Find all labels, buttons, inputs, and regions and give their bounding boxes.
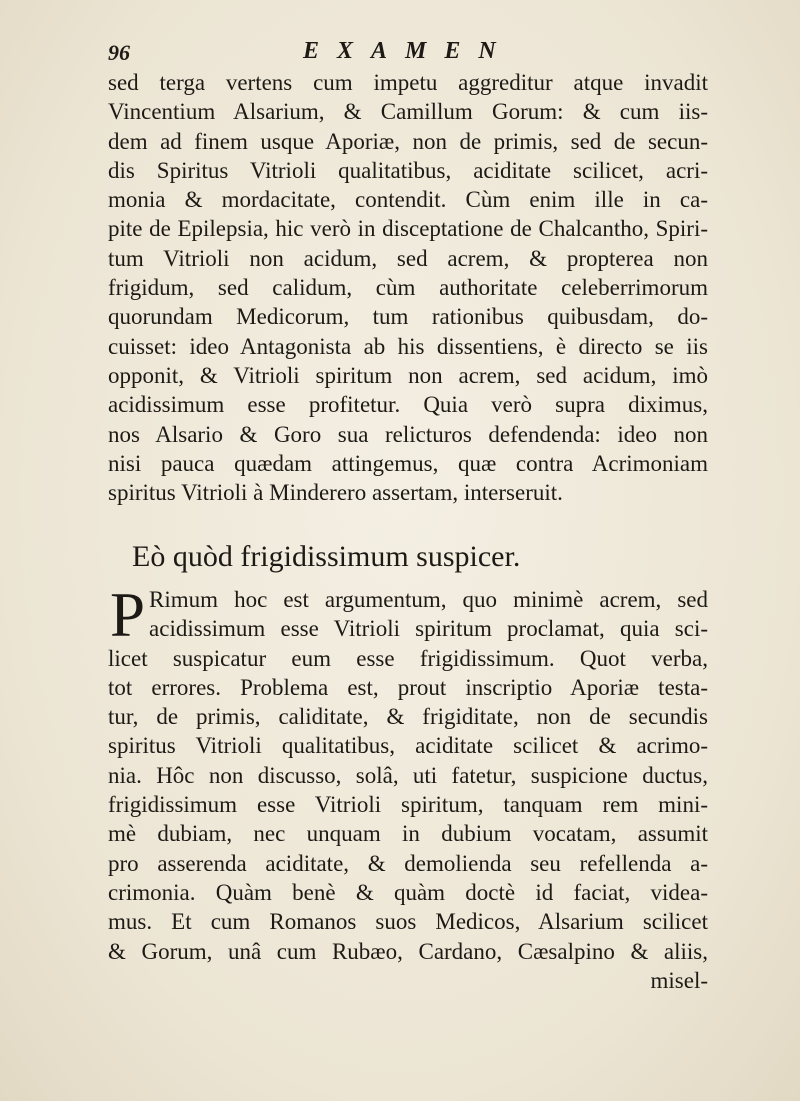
text-line: crimonia. Quàm benè & quàm doctè id faciat, videa-	[108, 879, 708, 905]
running-head: EXAMEN	[303, 38, 514, 64]
text-line: frigidum, sed calidum, cùm authoritate celeberrimorum	[108, 275, 708, 301]
paragraph-1	[108, 68, 708, 507]
text-line: pite de Epilepsia, hic verò in disceptatione de Chalcantho, Spiri-	[108, 216, 708, 242]
text-line: dis Spiritus Vitrioli qualitatibus, aciditate scilicet, acri-	[108, 157, 708, 183]
text-line: dem ad finem usque Aporiæ, non de primis, sed de secun-	[108, 128, 708, 154]
text-line: tot errores. Problema est, prout inscriptio Aporiæ testa-	[108, 674, 708, 700]
text-line: tum Vitrioli non acidum, sed acrem, & propterea non	[108, 245, 708, 271]
text-line: acidissimum esse Vitrioli spiritum proclamat, quia sci-	[149, 616, 708, 642]
catchword: misel-	[650, 967, 708, 993]
text-line: mus. Et cum Romanos suos Medicos, Alsarium scilicet	[108, 909, 708, 935]
text-line: opponit, & Vitrioli spiritum non acrem, sed acidum, imò	[108, 362, 708, 388]
text-line: spiritus Vitrioli qualitatibus, aciditate scilicet & acrimo-	[108, 733, 708, 759]
text-line: frigidissimum esse Vitrioli spiritum, tanquam rem mini-	[108, 792, 708, 818]
text-line: tur, de primis, caliditate, & frigiditate, non de secundis	[108, 704, 708, 730]
text-line: sed terga vertens cum impetu aggreditur atque invadit	[108, 70, 708, 95]
paragraph-2	[108, 580, 708, 995]
text-line: nisi pauca quædam attingemus, quæ contra Acrimoniam	[108, 450, 708, 476]
text-line: pro asserenda aciditate, & demolienda seu refellenda a-	[108, 850, 708, 876]
text-line: acidissimum esse profitetur. Quia verò supra diximus,	[108, 392, 708, 418]
page-number: 96	[108, 40, 130, 65]
text-line: quorundam Medicorum, tum rationibus quibusdam, do-	[108, 304, 708, 330]
text-line: spiritus Vitrioli à Minderero assertam, interseruit.	[108, 480, 563, 506]
section-heading: Eò quòd frigidissimum suspicer.	[132, 540, 521, 573]
text-line: monia & mordacitate, contendit. Cùm enim ille in ca-	[108, 187, 708, 213]
text-line: licet suspicatur eum esse frigidissimum. Quot verba,	[108, 645, 708, 671]
text-line: nos Alsario & Goro sua relicturos defendenda: ideo non	[108, 421, 708, 447]
text-line: cuisset: ideo Antagonista ab his dissentiens, è directo se iis	[108, 333, 708, 359]
text-line: Vincentium Alsarium, & Camillum Gorum: & cum iis-	[108, 99, 708, 125]
text-line: mè dubiam, nec unquam in dubium vocatam, assumit	[108, 821, 708, 847]
text-line: nia. Hôc non discusso, solâ, uti fatetur, suspicione ductus,	[108, 762, 708, 788]
text-line: Rimum hoc est argumentum, quo minimè acrem, sed	[149, 587, 708, 612]
drop-cap: P	[110, 580, 146, 650]
text-line: & Gorum, unâ cum Rubæo, Cardano, Cæsalpino & aliis,	[108, 938, 708, 964]
